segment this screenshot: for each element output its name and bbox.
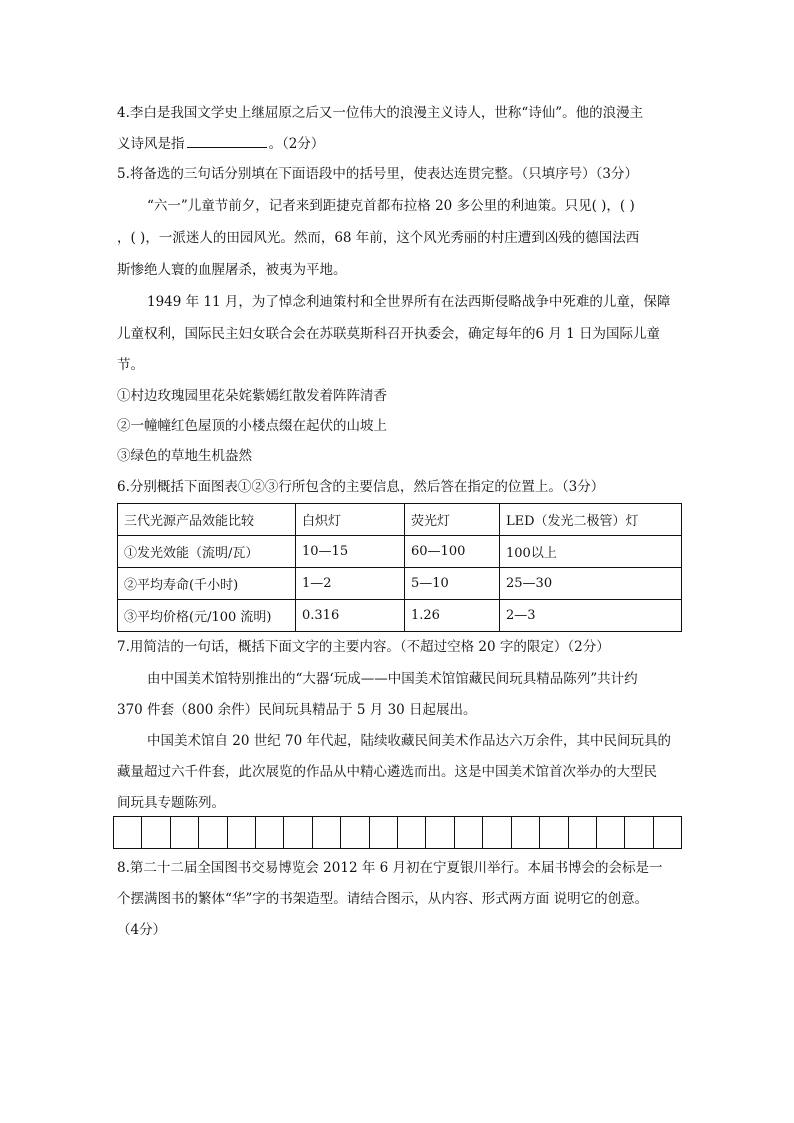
table-cell: ③平均价格(元/100 流明): [118, 600, 296, 632]
table-cell: 0.316: [296, 600, 405, 632]
table-row: [118, 536, 682, 568]
answer-grid-cell[interactable]: [654, 817, 681, 848]
answer-grid-cell[interactable]: [313, 817, 341, 848]
table-cell: 100以上: [500, 536, 682, 568]
table-cell: ①发光效能（流明/瓦）: [118, 536, 296, 568]
answer-grid-cell[interactable]: [256, 817, 284, 848]
table-cell: 60—100: [405, 536, 500, 568]
q7-title: 7.用简洁的一句话，概括下面文字的主要内容。（不超过空格 20 字的限定）（2分）: [117, 639, 610, 655]
table-cell: 1—2: [296, 568, 405, 600]
q4-line-2-prefix: 义诗风是指: [117, 136, 185, 152]
q8-line-1: 8.第二十二届全国图书交易博览会 2012 年 6 月初在宁夏银川举行。本届书博会的会标是一: [117, 860, 663, 876]
q5-option-3: ③绿色的草地生机盎然: [117, 448, 252, 464]
answer-grid-cell[interactable]: [569, 817, 597, 848]
answer-grid-cell[interactable]: [228, 817, 256, 848]
answer-grid-cell[interactable]: [512, 817, 540, 848]
q5-paragraph-2-line-2: 儿童权利，国际民主妇女联合会在苏联莫斯科召开执委会，确定每年的6 月 1 日为国际儿童: [117, 326, 661, 342]
q5-paragraph-1-line-3: 斯惨绝人寰的血腥屠杀，被夷为平地。: [117, 262, 347, 278]
q7-paragraph-2-line-1: 中国美术馆自 20 世纪 70 年代起，陆续收藏民间美术作品达六万余件，其中民间玩具的: [147, 733, 672, 749]
answer-grid-cell[interactable]: [455, 817, 483, 848]
q5-paragraph-1-line-2: ，( )，一派迷人的田园风光。然而，68 年前，这个风光秀丽的村庄遭到凶残的德国法西: [117, 230, 640, 246]
q7-paragraph-2-line-3: 间玩具专题陈列。: [117, 795, 225, 811]
answer-grid-cell[interactable]: [483, 817, 511, 848]
q7-paragraph-1-line-1: 由中国美术馆特别推出的“大器‘玩成——中国美术馆馆藏民间玩具精品陈列”共计约: [147, 671, 638, 687]
q8-line-3: （4分）: [117, 922, 167, 938]
table-cell: 10—15: [296, 536, 405, 568]
q4-answer-blank[interactable]: [187, 133, 267, 148]
table-cell: ②平均寿命(千小时): [118, 568, 296, 600]
table-header-row: [118, 504, 682, 536]
answer-grid-cell[interactable]: [597, 817, 625, 848]
answer-grid-cell[interactable]: [284, 817, 312, 848]
table-cell: 1.26: [405, 600, 500, 632]
q7-paragraph-1-line-2: 370 件套（800 余件）民间玩具精品于 5 月 30 日起展出。: [117, 702, 477, 718]
q4-line-2-suffix: 。（2分）: [268, 136, 325, 152]
q8-line-2: 个摆满图书的繁体“华”字的书架造型。请结合图示，从内容、形式两方面 说明它的创意。: [117, 891, 649, 907]
q5-option-2: ②一幢幢红色屋顶的小楼点缀在起伏的山坡上: [117, 418, 387, 434]
q5-paragraph-2-line-3: 节。: [117, 357, 144, 373]
answer-grid-cell[interactable]: [398, 817, 426, 848]
answer-grid-cell[interactable]: [426, 817, 454, 848]
answer-grid-cell[interactable]: [114, 817, 142, 848]
answer-grid-cell[interactable]: [540, 817, 568, 848]
table-cell: 25—30: [500, 568, 682, 600]
answer-grid-cell[interactable]: [625, 817, 653, 848]
table-header-cell: 荧光灯: [405, 504, 500, 536]
table-header-cell: 白炽灯: [296, 504, 405, 536]
q7-paragraph-2-line-2: 藏量超过六千件套，此次展览的作品从中精心遴选而出。这是中国美术馆首次举办的大型民: [117, 764, 657, 780]
q6-title: 6.分别概括下面图表①②③行所包含的主要信息，然后答在指定的位置上。（3分）: [117, 479, 605, 495]
q5-title: 5.将备选的三句话分别填在下面语段中的括号里，使表达连贯完整。（只填序号）（3分）: [117, 166, 638, 182]
q5-paragraph-1-line-1: “六一”儿童节前夕，记者来到距捷克首都布拉格 20 多公里的利迪策。只见( )，( ): [147, 198, 635, 214]
light-source-comparison-table: [117, 503, 682, 632]
table-row: [118, 600, 682, 632]
q7-answer-grid[interactable]: [113, 816, 682, 849]
table-header-cell: LED（发光二极管）灯: [500, 504, 682, 536]
answer-grid-cell[interactable]: [199, 817, 227, 848]
q5-paragraph-2-line-1: 1949 年 11 月，为了悼念利迪策村和全世界所有在法西斯侵略战争中死难的儿童，保障: [147, 294, 671, 310]
answer-grid-cell[interactable]: [142, 817, 170, 848]
q4-line-1: 4.李白是我国文学史上继屈原之后又一位伟大的浪漫主义诗人，世称“诗仙”。他的浪漫主: [117, 105, 644, 121]
table-row: [118, 568, 682, 600]
table-cell: 2—3: [500, 600, 682, 632]
table-cell: 5—10: [405, 568, 500, 600]
table-header-cell: 三代光源产品效能比较: [118, 504, 296, 536]
q4-line-2: [117, 133, 324, 154]
q5-option-1: ①村边玫瑰园里花朵姹紫嫣红散发着阵阵清香: [117, 388, 387, 404]
answer-grid-cell[interactable]: [370, 817, 398, 848]
answer-grid-cell[interactable]: [341, 817, 369, 848]
answer-grid-cell[interactable]: [171, 817, 199, 848]
